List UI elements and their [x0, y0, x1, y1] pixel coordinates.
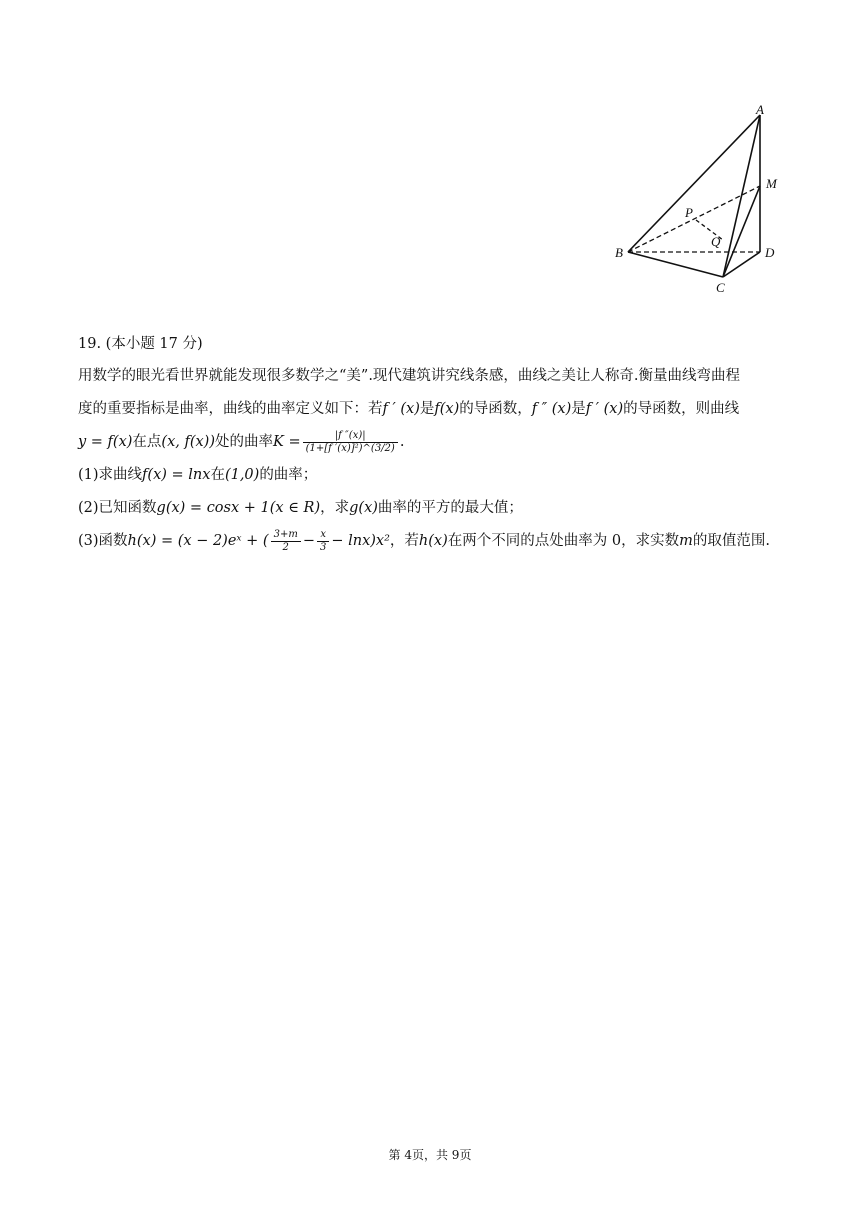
q3-minus: −	[302, 533, 315, 549]
curvature-fraction	[303, 430, 398, 455]
q3-frac-2-num: x	[317, 529, 329, 542]
tetrahedron-diagram	[608, 100, 788, 300]
edge-AC	[723, 115, 760, 277]
math-y-eq-fx: y = f(x)	[78, 434, 133, 450]
question-1	[78, 459, 788, 492]
q2-gx: g(x)	[349, 500, 378, 516]
label-P: P	[685, 205, 693, 220]
question-3	[78, 525, 788, 558]
problem-19	[78, 332, 788, 558]
edge-BM-dashed	[628, 186, 760, 252]
tetrahedron-figure	[608, 100, 788, 300]
q3-frac-1-den: 2	[282, 541, 289, 553]
q1-point: (1,0)	[224, 467, 260, 483]
intro-text: 处的曲率	[215, 434, 273, 450]
q3-frac-2-den: 3	[319, 541, 327, 553]
intro-text: 度的重要指标是曲率，曲线的曲率定义如下：若	[78, 401, 383, 417]
math-f: f(x)	[434, 401, 460, 417]
intro-text: 的导函数，则曲线	[623, 401, 740, 417]
q3-m: m	[679, 533, 693, 549]
label-C: C	[716, 280, 725, 295]
curvature-denominator: (1+[f ′(x)]²)^(3/2)	[305, 442, 395, 454]
curvature-numerator: |f ″(x)|	[303, 430, 398, 443]
math-K: K =	[273, 434, 301, 450]
question-2	[78, 492, 788, 525]
q2-prefix: (2)已知函数	[78, 500, 157, 516]
label-A: A	[756, 102, 764, 117]
intro-period: .	[399, 434, 405, 450]
q1-expr: f(x) = lnx	[142, 467, 211, 483]
label-M: M	[766, 176, 777, 191]
page-footer: 第 4页，共 9页	[388, 1148, 472, 1162]
intro-text: 是	[571, 401, 586, 417]
q3-frac-2	[317, 529, 329, 554]
intro-line-2	[78, 393, 788, 426]
edge-CM	[723, 186, 760, 277]
math-fprime: f ′ (x)	[585, 401, 624, 417]
label-D: D	[765, 245, 775, 260]
q1-mid: 在	[210, 467, 225, 483]
intro-text: 在点	[132, 434, 162, 450]
q2-suffix: 曲率的平方的最大值；	[377, 500, 523, 516]
q3-frac-1-num: 3+m	[271, 529, 301, 542]
intro-line-3	[78, 426, 788, 459]
q3-frac-1	[271, 529, 301, 554]
q3-mid: ，若	[389, 533, 419, 549]
problem-heading: 19. (本小题 17 分)	[78, 336, 203, 352]
q1-prefix: (1)求曲线	[78, 467, 143, 483]
math-fdoubleprime: f ″ (x)	[531, 401, 572, 417]
q3-suffix: 的取值范围.	[692, 533, 770, 549]
q3-hx: h(x)	[418, 533, 448, 549]
edge-BC	[628, 252, 723, 277]
math-point: (x, f(x))	[161, 434, 215, 450]
q3-expr-b: − lnx)x²	[331, 533, 390, 549]
label-Q: Q	[711, 234, 721, 249]
q3-prefix: (3)函数	[78, 533, 128, 549]
intro-line-1: 用数学的眼光看世界就能发现很多数学之“美”.现代建筑讲究线条感，曲线之美让人称奇.衡量曲线弯曲程	[78, 368, 741, 384]
q3-expr-a: h(x) = (x − 2)eˣ + (	[127, 533, 269, 549]
q3-mid2: 在两个不同的点处曲率为 0，求实数	[447, 533, 680, 549]
problem-intro	[78, 360, 788, 459]
q2-mid: ，求	[320, 500, 350, 516]
q1-suffix: 的曲率；	[259, 467, 318, 483]
edge-AB	[628, 115, 760, 252]
intro-text: 的导函数，	[459, 401, 532, 417]
intro-text: 是	[419, 401, 435, 417]
label-B: B	[615, 245, 623, 260]
q2-expr: g(x) = cosx + 1(x ∈ R)	[156, 500, 321, 516]
math-fprime: f ′ (x)	[382, 401, 420, 417]
